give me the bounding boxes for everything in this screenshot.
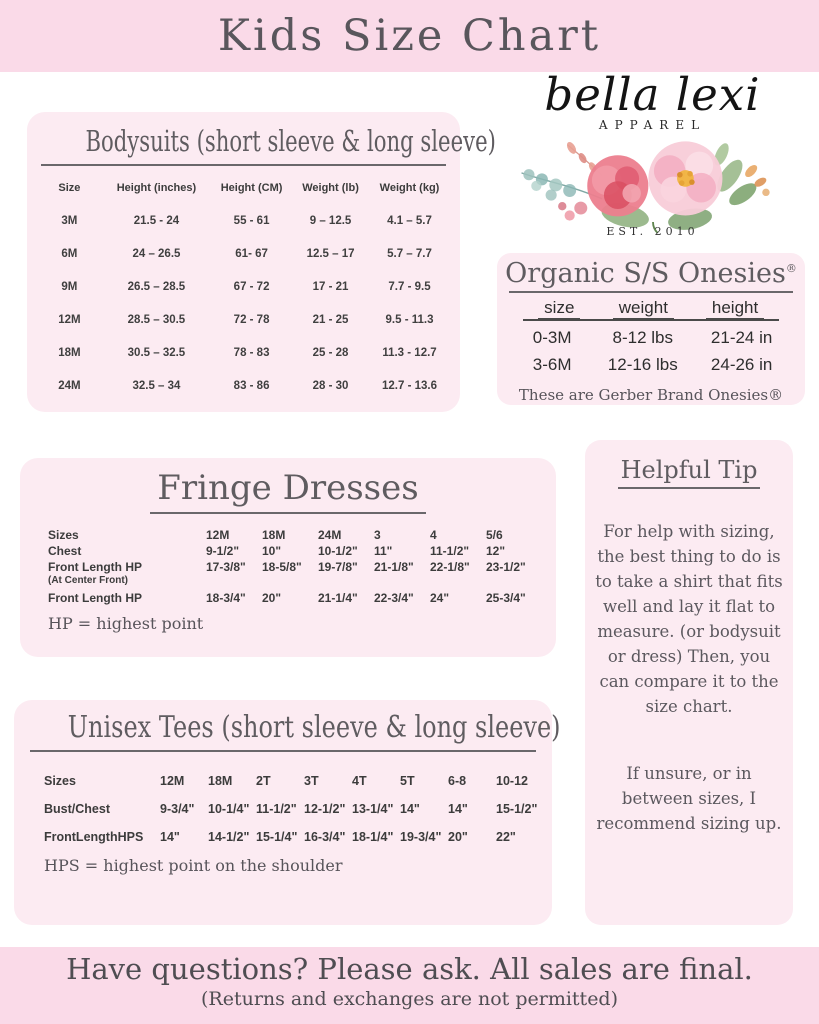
table-cell: 18M [58,347,81,359]
table-cell: 30.5 – 32.5 [127,347,186,359]
table-cell: 12-1/2" [304,801,346,816]
bodysuits-col-header: Weight (lb) [302,182,359,194]
title-band [0,0,819,72]
table-cell: 10-12 [496,773,528,788]
table-cell: 17-3/8" [206,559,246,574]
table-cell: 10" [262,543,282,558]
unisex-footnote: HPS = highest point on the shoulder [44,855,343,875]
bodysuits-title: Bodysuits (short sleeve & long sleeve) [85,124,496,158]
watercolor-flowers-icon [500,134,805,239]
table-cell: 10-1/2" [318,543,358,558]
table-row [497,328,805,348]
table-cell: 4 [430,527,437,542]
fringe-row-at-center-front [20,575,556,586]
table-row [497,355,805,375]
table-cell: 83 - 86 [233,380,270,392]
table-cell: 7.7 - 9.5 [388,281,431,293]
onesies-note: These are Gerber Brand Onesies® [518,385,784,404]
table-cell: 18M [262,527,286,542]
table-cell: 18-5/8" [262,559,302,574]
table-cell: 20" [262,590,282,605]
fringe-title-underline [150,512,426,514]
onesies-header-row [523,298,779,321]
table-cell: 4.1 – 5.7 [387,215,432,227]
bodysuits-col-header: Size [58,182,81,194]
helpful-tip-paragraph: For help with sizing, the best thing to do is to take a shirt that fits well and lay it flat to measure. (or bodysuit or dress) Then, you can compare it to the size chart. [595,521,783,717]
onesies-title-underline [509,291,793,293]
unisex-row-bust-chest [14,802,552,816]
bodysuits-title-underline [41,164,446,166]
bodysuits-panel [27,112,496,412]
table-cell: 6-8 [448,773,467,788]
table-cell: 14" [160,829,180,844]
unisex-tees-panel [14,700,561,925]
onesies-col-header: weight [613,298,674,319]
onesies-title [497,258,805,289]
table-cell: 19-7/8" [318,559,358,574]
row-label: (At Center Front) [48,574,128,586]
helpful-tip-panel [585,440,793,925]
table-cell: 21.5 - 24 [133,215,180,227]
table-row [27,314,460,326]
row-label: Sizes [48,527,79,542]
unisex-row-sizes [14,774,552,788]
table-cell: 12M [160,773,185,788]
table-cell: 9 – 12.5 [309,215,352,227]
table-cell: 14" [448,801,468,816]
table-row [27,248,460,260]
table-cell: 22-3/4" [374,590,414,605]
bodysuits-col-header: Height (CM) [220,182,283,194]
table-cell: 67 - 72 [233,281,270,293]
footer-line1: Have questions? Please ask. All sales are final. [66,952,753,986]
table-cell: 24M [318,527,342,542]
helpful-tip-paragraph: If unsure, or in between sizes, I recommend sizing up. [596,764,782,834]
table-cell: 28 - 30 [312,380,349,392]
bodysuits-col-header: Height (inches) [116,182,197,194]
table-cell: 19-3/4" [400,829,442,844]
table-cell: 20" [448,829,468,844]
table-cell: 11-1/2" [256,801,297,816]
helpful-tip-title: Helpful Tip [620,456,758,484]
fringe-row-front-length-2 [20,591,556,605]
table-cell: 78 - 83 [233,347,270,359]
row-label: Front Length HP [48,590,142,605]
table-cell: 24-26 in [710,354,773,374]
table-cell: 21-1/4" [318,590,358,605]
table-cell: 21-24 in [710,327,773,347]
table-cell: 4T [352,773,367,788]
table-cell: 21 - 25 [312,314,349,326]
table-cell: 12-16 lbs [607,354,678,374]
table-cell: 24 – 26.5 [132,248,181,260]
brand-name-script: bella lexi [544,68,761,121]
table-cell: 13-1/4" [352,801,394,816]
row-label: Chest [48,543,82,558]
table-cell: 72 - 78 [233,314,270,326]
table-cell: 14-1/2" [208,829,250,844]
table-cell: 12.5 – 17 [306,248,355,260]
table-cell: 18M [208,773,233,788]
table-cell: 2T [256,773,271,788]
table-cell: 22" [496,829,516,844]
table-cell: 9M [61,281,78,293]
table-cell: 5T [400,773,415,788]
table-cell: 24" [430,590,450,605]
table-cell: 12.7 - 13.6 [382,380,437,392]
row-label: FrontLengthHPS [44,829,144,844]
table-cell: 3-6M [532,354,572,374]
fringe-title: Fringe Dresses [157,468,419,508]
table-cell: 6M [61,248,78,260]
table-cell: 25-3/4" [486,590,526,605]
table-cell: 5.7 – 7.7 [387,248,432,260]
page-title: Kids Size Chart [217,11,602,61]
table-cell: 10-1/4" [208,801,250,816]
table-cell: 17 - 21 [312,281,349,293]
table-cell: 26.5 – 28.5 [127,281,186,293]
table-cell: 28.5 – 30.5 [127,314,186,326]
unisex-title-underline [30,750,536,752]
row-label: Front Length HP [48,559,142,574]
table-cell: 9.5 - 11.3 [385,314,434,326]
table-cell: 22-1/8" [430,559,470,574]
table-cell: 15-1/4" [256,829,298,844]
table-cell: 11" [374,543,393,558]
table-cell: 3T [304,773,319,788]
table-cell: 3 [374,527,381,542]
table-cell: 16-3/4" [304,829,346,844]
fringe-footnote: HP = highest point [48,613,204,633]
footer-band [0,947,819,1024]
table-cell: 12" [486,543,506,558]
brand-established: EST. 2010 [606,224,699,238]
table-row [27,347,460,359]
table-cell: 11.3 - 12.7 [382,347,437,359]
row-label: Bust/Chest [44,801,110,816]
table-cell: 18-3/4" [206,590,246,605]
fringe-row-front-length [20,560,556,574]
table-cell: 8-12 lbs [612,327,673,347]
table-cell: 3M [61,215,78,227]
table-cell: 23-1/2" [486,559,526,574]
onesies-col-header: height [706,298,764,319]
unisex-row-front-length [14,830,552,844]
table-cell: 21-1/8" [374,559,414,574]
table-cell: 9-3/4" [160,801,195,816]
table-cell: 9-1/2" [206,543,240,558]
bodysuits-col-header: Weight (kg) [379,182,440,194]
table-cell: 5/6 [486,527,503,542]
table-cell: 0-3M [532,327,572,347]
table-row [27,380,460,392]
table-cell: 32.5 – 34 [132,380,181,392]
table-cell: 25 - 28 [312,347,349,359]
unisex-title: Unisex Tees (short sleeve & long sleeve) [67,710,561,745]
fringe-row-chest [20,544,556,558]
table-cell: 55 - 61 [233,215,270,227]
brand-logo [500,70,805,252]
table-cell: 12M [58,314,81,326]
fringe-row-sizes [20,528,556,542]
table-row [27,215,460,227]
table-cell: 15-1/2" [496,801,538,816]
table-cell: 12M [206,527,230,542]
table-cell: 61- 67 [235,248,268,260]
helpful-tip-underline [618,487,760,489]
table-cell: 11-1/2" [430,543,470,558]
table-cell: 24M [58,380,81,392]
onesies-panel [497,253,805,405]
table-cell: 18-1/4" [352,829,394,844]
table-cell: 14" [400,801,420,816]
bodysuits-header-row [27,182,460,194]
registered-trademark-icon: ® [785,262,797,275]
brand-subtitle: APPAREL [598,117,707,132]
onesies-title-text: Organic S/S Onesies [505,258,786,289]
footer-line2: (Returns and exchanges are not permitted) [200,988,619,1010]
onesies-col-header: size [538,298,580,319]
row-label: Sizes [44,773,76,788]
fringe-dresses-panel [20,458,556,657]
table-row [27,281,460,293]
